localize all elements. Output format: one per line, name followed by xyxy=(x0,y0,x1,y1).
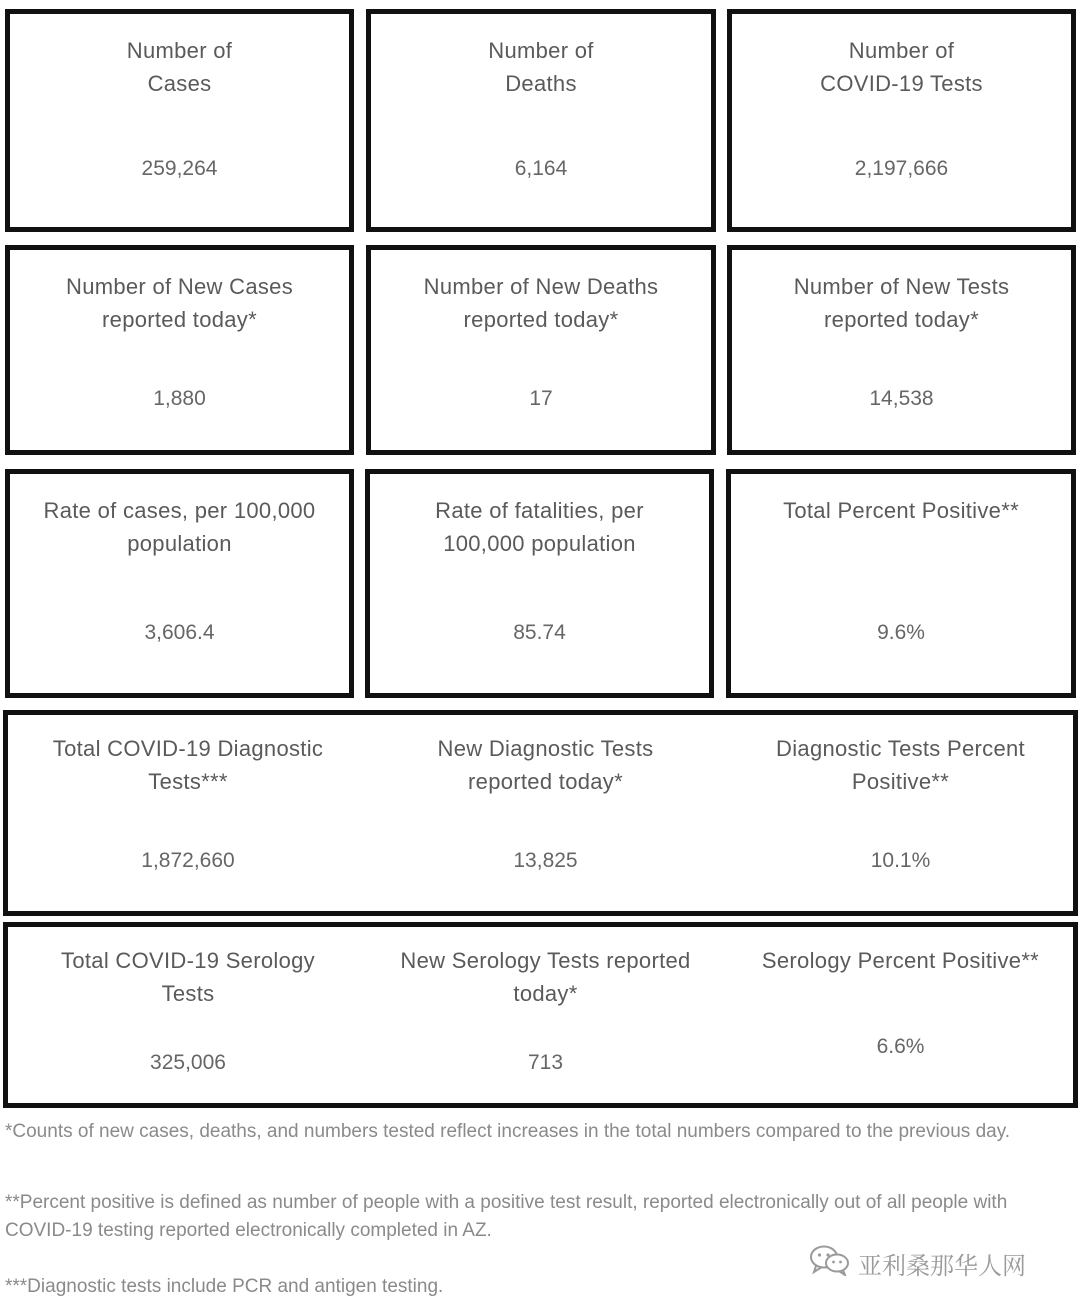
footnote-new-counts: *Counts of new cases, deaths, and numbers tested reflect increases in the total numbers compared to the previous day. xyxy=(5,1121,1011,1142)
panel-value: 713 xyxy=(527,1051,564,1074)
card-percent-positive xyxy=(726,469,1076,698)
card-fatality-rate xyxy=(365,469,714,698)
card-title: Rate of fatalities, per 100,000 population xyxy=(435,498,644,556)
card-title: Number of Deaths xyxy=(488,38,594,96)
card-value: 6,164 xyxy=(514,157,568,180)
panel-value: 1,872,660 xyxy=(141,849,235,872)
footnote-diagnostic-tests: ***Diagnostic tests include PCR and antigen testing. xyxy=(5,1276,444,1297)
card-title: Number of New Tests reported today* xyxy=(793,274,1010,332)
watermark xyxy=(808,1244,1026,1283)
serology-total xyxy=(8,927,368,1103)
panel-value: 10.1% xyxy=(870,849,931,872)
card-new-cases xyxy=(5,245,354,455)
card-title: Total Percent Positive** xyxy=(783,498,1019,523)
panel-title: Diagnostic Tests Percent Positive** xyxy=(776,736,1025,794)
card-title: Rate of cases, per 100,000 population xyxy=(43,498,316,556)
card-value: 17 xyxy=(529,387,553,410)
diagnostic-total xyxy=(8,715,368,911)
card-title: Number of New Cases reported today* xyxy=(66,274,293,332)
card-value: 3,606.4 xyxy=(144,621,215,644)
wechat-icon xyxy=(808,1244,852,1283)
footnote-percent-positive: **Percent positive is defined as number of people with a positive test result, reported electronically out of all people with COVID-19 testing reported electronically completed in AZ. xyxy=(5,1192,1008,1241)
serology-panel xyxy=(3,922,1078,1108)
diagnostic-percent xyxy=(723,715,1078,911)
serology-new xyxy=(368,927,723,1103)
card-value: 9.6% xyxy=(877,621,925,644)
diagnostic-panel xyxy=(3,710,1078,916)
panel-value: 13,825 xyxy=(513,849,578,872)
card-value: 2,197,666 xyxy=(854,157,949,180)
card-title: Number of New Deaths reported today* xyxy=(423,274,659,332)
card-deaths xyxy=(366,9,716,232)
card-new-tests xyxy=(727,245,1076,455)
panel-value: 6.6% xyxy=(876,1035,925,1058)
card-new-deaths xyxy=(366,245,716,455)
panel-title: Serology Percent Positive** xyxy=(761,948,1040,973)
panel-title: New Diagnostic Tests reported today* xyxy=(437,736,654,794)
card-title: Number of Cases xyxy=(126,38,233,96)
serology-percent xyxy=(723,927,1078,1103)
card-value: 1,880 xyxy=(153,387,206,410)
watermark-text: 亚利桑那华人网 xyxy=(858,1253,1026,1280)
panel-title: Total COVID-19 Diagnostic Tests*** xyxy=(52,736,324,794)
panel-value: 325,006 xyxy=(150,1051,226,1074)
card-value: 85.74 xyxy=(513,621,566,644)
card-tests xyxy=(727,9,1076,232)
card-cases xyxy=(5,9,354,232)
card-value: 14,538 xyxy=(869,387,934,410)
diagnostic-new xyxy=(368,715,723,911)
card-case-rate xyxy=(5,469,354,698)
panel-title: New Serology Tests reported today* xyxy=(400,948,691,1006)
panel-title: Total COVID-19 Serology Tests xyxy=(61,948,315,1006)
card-title: Number of COVID-19 Tests xyxy=(820,38,983,96)
card-value: 259,264 xyxy=(141,157,218,180)
